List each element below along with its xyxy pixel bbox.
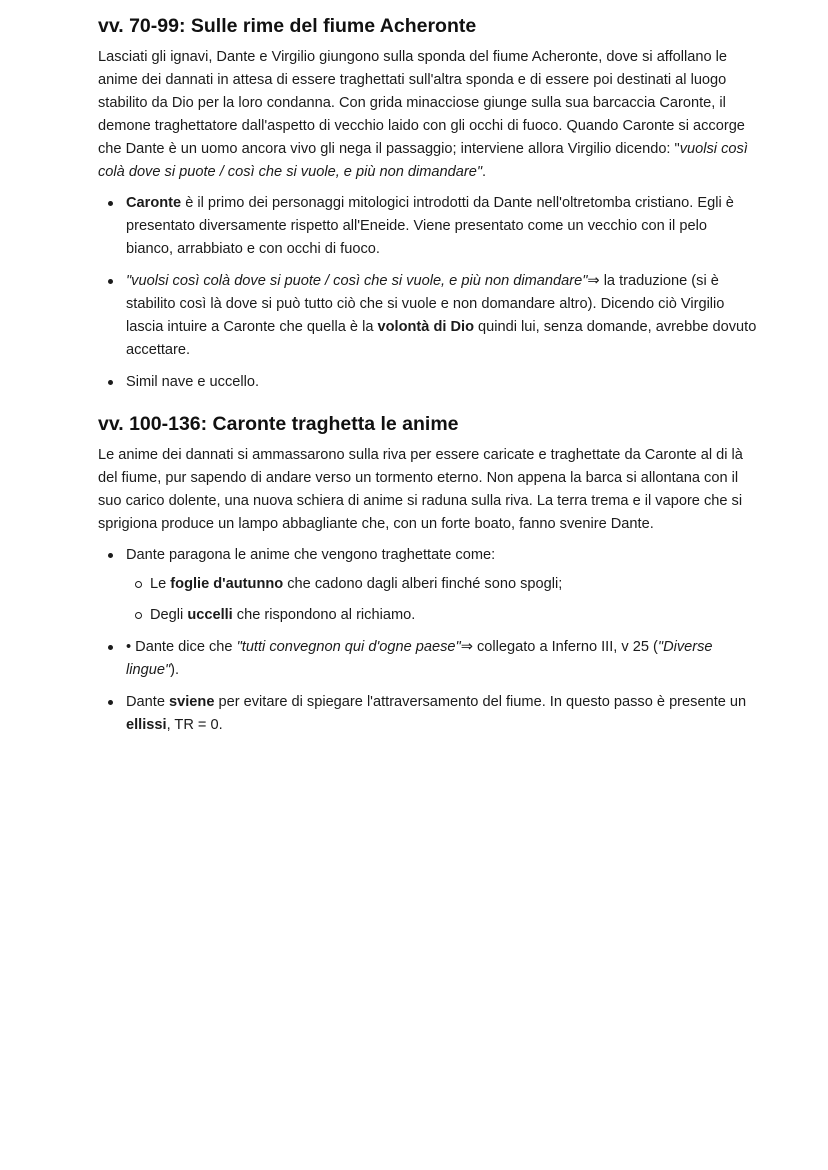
list-item-text: per evitare di spiegare l'attraversamento del fiume. In questo passo è presente un: [214, 694, 747, 710]
paragraph-quote: vuolsi così colà dove si puote / così che si vuole, e più non dimandare": [98, 141, 748, 180]
bold-term: ellissi: [126, 717, 167, 733]
list-item-simil: [98, 371, 758, 394]
paragraph-end: .: [482, 164, 487, 180]
list-item-text: ⇒ la traduzione (si è stabilito così là dove si può tutto ciò che si vuole e non domandare altro). Dicendo ciò Virgilio lascia intuire a Caronte che quella è la: [126, 273, 725, 335]
sub-item-text: che cadono dagli alberi finché sono spogli;: [283, 576, 563, 592]
bullet-list-traghetta: [98, 544, 758, 737]
list-item-paragona: [98, 544, 758, 627]
sub-item-uccelli: [126, 604, 758, 627]
italic-quote: "Diverse lingue": [126, 639, 713, 678]
bold-term: foglie d'autunno: [170, 576, 284, 592]
list-item-quote: [98, 270, 758, 362]
list-item-sviene: [98, 691, 758, 737]
bold-term: Caronte: [126, 195, 182, 211]
bold-term: sviene: [169, 694, 215, 710]
sub-item-text: Degli: [150, 607, 188, 623]
list-item-text: • Dante dice che: [126, 639, 237, 655]
list-item-text: Simil nave e uccello.: [126, 374, 260, 390]
section-paragraph-traghetta: Le anime dei dannati si ammassarono sulla riva per essere caricate e traghettate da Caronte al di là del fiume, pur sapendo di andare verso un tormento eterno. Non appena la barca si allontana con il suo carico dolente, una nuova schiera di anime si raduna sulla riva. La terra trema e il vapore che si sprigiona produce un lampo abbagliante che, con un forte boato, fanno svenire Dante.: [98, 447, 743, 532]
italic-quote: "vuolsi così colà dove si puote / così che si vuole, e più non dimandare": [126, 273, 588, 289]
paragraph-text: Lasciati gli ignavi, Dante e Virgilio giungono sulla sponda del fiume Acheronte, dove si affollano le anime dei dannati in attesa di essere traghettati sull'altra sponda e di essere poi destinati al luogo stabilito da Dio per la loro condanna. Con grida minacciose giunge sulla sua barcaccia Caronte, il demone traghettatore dall'aspetto di vecchio laido con gli occhi di fuoco. Quando Caronte si accorge che Dante è un uomo ancora vivo gli nega il passaggio; interviene allora Virgilio dicendo: ": [98, 49, 745, 157]
list-item-convegnon: [98, 636, 758, 682]
section-paragraph-acheronte: [98, 46, 758, 184]
list-item-text: ⇒ collegato a Inferno III, v 25 (: [460, 639, 658, 655]
bold-term: volontà di Dio: [377, 319, 474, 335]
italic-quote: "tutti convegnon qui d'ogne paese": [236, 639, 461, 655]
section-heading-acheronte: vv. 70-99: Sulle rime del fiume Acheronte: [98, 15, 477, 37]
list-item-text: è il primo dei personaggi mitologici introdotti da Dante nell'oltretomba cristiano. Egli è presentato diversamente rispetto all'Eneide. Viene presentato come un vecchio con il pelo bianco, arrabbiato e con occhi di fuoco.: [126, 195, 734, 257]
list-item-text: quindi lui, senza domande, avrebbe dovuto accettare.: [126, 319, 757, 358]
bold-term: uccelli: [187, 607, 233, 623]
sub-item-foglie: [126, 573, 758, 596]
section-heading-traghetta: vv. 100-136: Caronte traghetta le anime: [98, 413, 459, 435]
sub-list: [126, 573, 758, 627]
list-item-text: , TR = 0.: [166, 717, 223, 733]
list-item-text: Dante paragona le anime che vengono traghettate come:: [126, 547, 496, 563]
sub-item-text: che rispondono al richiamo.: [232, 607, 416, 623]
document-content: [98, 13, 758, 746]
bullet-list-acheronte: [98, 192, 758, 394]
list-item-caronte: [98, 192, 758, 261]
sub-item-text: Le: [150, 576, 171, 592]
list-item-text: Dante: [126, 694, 169, 710]
list-item-text: ).: [170, 662, 180, 678]
